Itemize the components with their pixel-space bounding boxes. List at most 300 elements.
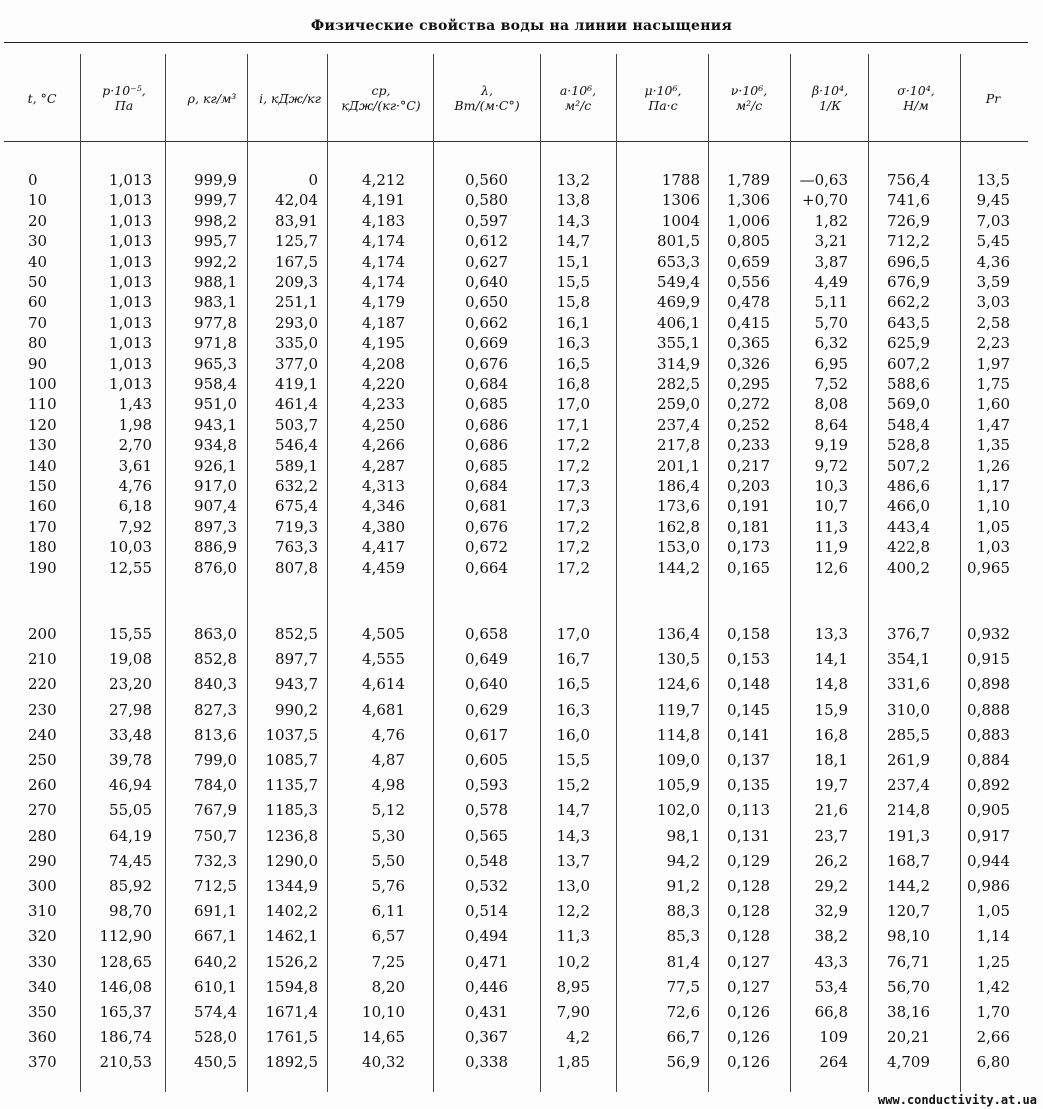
cell-t: 160 [28,497,57,516]
column-header-cp [342,62,420,134]
cell-a: 17,0 [556,395,590,414]
cell-t: 260 [28,776,57,795]
cell-mu: 549,4 [657,273,700,291]
cell-cp: 4,505 [362,625,405,643]
cell-sigma: 726,9 [887,211,930,230]
cell-i: 1594,8 [265,977,318,996]
cell-rho: 934,8 [194,436,237,455]
cell-p: 165,37 [99,1003,152,1021]
cell-i: 42,04 [275,191,318,210]
cell-a: 16,3 [556,334,590,353]
cell-t: 60 [28,293,48,312]
cell-a: 11,3 [556,927,590,946]
cell-lambda: 0,617 [465,725,508,744]
column-header-p [85,62,163,134]
cell-p: 39,78 [109,751,152,769]
cell-lambda: 0,580 [465,191,508,210]
cell-cp: 4,380 [362,517,405,536]
cell-nu: 0,127 [727,977,770,996]
cell-rho: 983,1 [194,293,237,312]
cell-a: 15,8 [556,293,590,312]
cell-sigma: 20,21 [887,1028,930,1047]
cell-rho: 917,0 [194,477,237,495]
cell-lambda: 0,684 [465,375,508,393]
cell-nu: 0,128 [727,902,770,921]
cell-cp: 5,50 [371,851,405,870]
cell-pr: 0,898 [967,675,1010,694]
column-header-unit: 1/К [819,98,841,113]
cell-mu: 217,8 [657,436,700,455]
column-header-unit: Вт/(м·С°) [454,98,520,113]
cell-pr: 1,26 [976,456,1010,475]
cell-beta: 11,9 [814,538,848,557]
cell-mu: 81,4 [666,952,700,971]
cell-mu: 72,6 [666,1003,700,1021]
cell-sigma: 548,4 [887,415,930,434]
cell-t: 210 [28,650,57,669]
cell-sigma: 120,7 [887,902,930,921]
cell-nu: 0,217 [727,456,770,475]
cell-beta: 9,72 [814,456,848,475]
cell-pr: 1,47 [976,415,1010,434]
cell-nu: 0,127 [727,952,770,971]
cell-rho: 988,1 [194,273,237,291]
cell-cp: 4,174 [362,273,405,291]
column-header-unit: Па [114,98,134,113]
cell-pr: 0,917 [967,826,1010,845]
cell-cp: 40,32 [362,1053,405,1072]
cell-nu: 0,415 [727,313,770,332]
cell-pr: 1,60 [976,395,1010,414]
cell-cp: 6,57 [371,927,405,946]
cell-cp: 6,11 [371,902,405,921]
cell-p: 1,013 [109,191,152,210]
cell-a: 14,3 [556,211,590,230]
cell-t: 230 [28,700,57,719]
cell-t: 300 [28,877,57,895]
column-header-nu [710,62,788,134]
cell-sigma: 376,7 [887,625,930,643]
column-header-unit: м²/с [735,98,763,113]
cell-lambda: 0,612 [465,232,508,251]
cell-lambda: 0,514 [465,902,508,921]
cell-lambda: 0,658 [465,625,508,643]
cell-i: 852,5 [275,625,318,643]
column-divider [327,54,328,1092]
cell-nu: 0,365 [727,334,770,353]
cell-sigma: 261,9 [887,751,930,769]
column-divider [80,54,81,1092]
cell-nu: 0,113 [727,801,770,820]
cell-p: 112,90 [99,927,152,946]
cell-nu: 0,233 [727,436,770,455]
cell-nu: 0,191 [727,497,770,516]
cell-nu: 0,141 [727,725,770,744]
cell-cp: 5,76 [371,877,405,895]
cell-t: 150 [28,477,57,495]
cell-a: 16,8 [556,375,590,393]
cell-nu: 0,153 [727,650,770,669]
cell-sigma: 191,3 [887,826,930,845]
cell-i: 897,7 [275,650,318,669]
cell-lambda: 0,431 [465,1003,508,1021]
cell-nu: 0,326 [727,354,770,373]
cell-pr: 5,45 [976,232,1010,251]
cell-pr: 1,14 [976,927,1010,946]
column-header-mu [624,62,702,134]
cell-nu: 0,181 [727,517,770,536]
cell-t: 180 [28,538,57,557]
column-header-unit: Па·с [648,98,678,113]
cell-beta: 26,2 [814,851,848,870]
cell-pr: 0,888 [967,700,1010,719]
cell-a: 17,2 [556,558,590,577]
cell-rho: 574,4 [194,1003,237,1021]
cell-rho: 958,4 [194,375,237,393]
cell-lambda: 0,686 [465,436,508,455]
cell-p: 3,61 [118,456,152,475]
column-header-pr [954,62,1032,134]
header-rule [4,141,1028,142]
cell-nu: 1,306 [727,191,770,210]
cell-sigma: 4,709 [887,1053,930,1072]
cell-lambda: 0,627 [465,252,508,271]
cell-i: 1037,5 [265,725,318,744]
cell-p: 33,48 [109,725,152,744]
cell-beta: 8,08 [814,395,848,414]
cell-mu: 186,4 [657,477,700,495]
cell-lambda: 0,338 [465,1053,508,1072]
cell-sigma: 331,6 [887,675,930,694]
cell-rho: 732,3 [194,851,237,870]
cell-lambda: 0,672 [465,538,508,557]
cell-cp: 4,208 [362,354,405,373]
cell-t: 40 [28,252,48,271]
cell-i: 675,4 [275,497,318,516]
cell-sigma: 643,5 [887,313,930,332]
cell-i: 632,2 [275,477,318,495]
cell-mu: 56,9 [666,1053,700,1072]
cell-beta: 66,8 [814,1003,848,1021]
top-rule [4,42,1028,43]
cell-nu: 0,165 [727,558,770,577]
cell-nu: 1,006 [727,211,770,230]
column-header-unit: кДж/(кг·°С) [341,98,421,113]
cell-pr: 9,45 [976,191,1010,210]
cell-t: 360 [28,1028,57,1047]
cell-a: 15,5 [556,751,590,769]
cell-cp: 10,10 [362,1003,405,1021]
cell-rho: 965,3 [194,354,237,373]
cell-rho: 784,0 [194,776,237,795]
cell-t: 250 [28,751,57,769]
cell-t: 240 [28,725,57,744]
cell-mu: 130,5 [657,650,700,669]
cell-sigma: 237,4 [887,776,930,795]
cell-pr: 2,58 [976,313,1010,332]
cell-mu: 173,6 [657,497,700,516]
column-header-label: μ·10⁶, [644,83,682,98]
cell-mu: 136,4 [657,625,700,643]
cell-p: 146,08 [99,977,152,996]
cell-cp: 4,183 [362,211,405,230]
cell-p: 19,08 [109,650,152,669]
cell-a: 17,2 [556,456,590,475]
cell-beta: 32,9 [814,902,848,921]
cell-i: 1892,5 [265,1053,318,1072]
cell-p: 210,53 [99,1053,152,1072]
cell-lambda: 0,685 [465,456,508,475]
column-header-label: β·10⁴, [811,83,849,98]
cell-pr: 1,05 [976,517,1010,536]
cell-rho: 840,3 [194,675,237,694]
cell-cp: 7,25 [371,952,405,971]
cell-beta: 12,6 [814,558,848,577]
cell-rho: 886,9 [194,538,237,557]
cell-p: 186,74 [99,1028,152,1047]
cell-sigma: 400,2 [887,558,930,577]
cell-lambda: 0,676 [465,354,508,373]
column-header-beta [791,62,869,134]
cell-lambda: 0,605 [465,751,508,769]
cell-mu: 109,0 [657,751,700,769]
cell-p: 1,013 [109,211,152,230]
cell-rho: 799,0 [194,751,237,769]
cell-lambda: 0,597 [465,211,508,230]
cell-nu: 0,478 [727,293,770,312]
cell-cp: 4,313 [362,477,405,495]
cell-lambda: 0,676 [465,517,508,536]
cell-lambda: 0,446 [465,977,508,996]
cell-p: 10,03 [109,538,152,557]
cell-sigma: 443,4 [887,517,930,536]
cell-a: 1,85 [556,1053,590,1072]
cell-lambda: 0,664 [465,558,508,577]
cell-a: 4,2 [566,1028,590,1047]
cell-t: 120 [28,415,57,434]
cell-p: 55,05 [109,801,152,820]
cell-lambda: 0,565 [465,826,508,845]
cell-beta: 19,7 [814,776,848,795]
cell-sigma: 354,1 [887,650,930,669]
cell-a: 17,1 [556,415,590,434]
cell-mu: 153,0 [657,538,700,557]
cell-lambda: 0,367 [465,1028,508,1047]
cell-sigma: 214,8 [887,801,930,820]
cell-sigma: 466,0 [887,497,930,516]
cell-nu: 0,126 [727,1003,770,1021]
cell-mu: 119,7 [657,700,700,719]
cell-rho: 852,8 [194,650,237,669]
cell-sigma: 168,7 [887,851,930,870]
cell-nu: 0,173 [727,538,770,557]
cell-beta: 10,7 [814,497,848,516]
column-header-t [3,62,81,134]
cell-p: 1,43 [118,395,152,414]
cell-rho: 992,2 [194,252,237,271]
cell-nu: 0,158 [727,625,770,643]
cell-nu: 0,659 [727,252,770,271]
cell-p: 1,013 [109,252,152,271]
cell-beta: 8,64 [814,415,848,434]
cell-cp: 4,266 [362,436,405,455]
cell-beta: 6,32 [814,334,848,353]
cell-i: 990,2 [275,700,318,719]
cell-t: 0 [28,171,38,189]
cell-a: 16,7 [556,650,590,669]
cell-mu: 98,1 [666,826,700,845]
cell-rho: 667,1 [194,927,237,946]
cell-i: 1462,1 [265,927,318,946]
cell-cp: 4,195 [362,334,405,353]
cell-a: 14,3 [556,826,590,845]
cell-t: 110 [28,395,57,414]
cell-sigma: 676,9 [887,273,930,291]
cell-mu: 88,3 [666,902,700,921]
cell-rho: 951,0 [194,395,237,414]
cell-mu: 105,9 [657,776,700,795]
cell-pr: 1,03 [976,538,1010,557]
cell-beta: 21,6 [814,801,848,820]
cell-mu: 91,2 [666,877,700,895]
cell-mu: 355,1 [657,334,700,353]
column-divider [247,54,248,1092]
cell-nu: 0,203 [727,477,770,495]
cell-i: 1290,0 [265,851,318,870]
cell-p: 2,70 [118,436,152,455]
column-header-rho [173,62,251,134]
cell-beta: 14,1 [814,650,848,669]
cell-sigma: 741,6 [887,191,930,210]
cell-sigma: 144,2 [887,877,930,895]
cell-beta: 43,3 [814,952,848,971]
cell-p: 1,98 [118,415,152,434]
cell-sigma: 569,0 [887,395,930,414]
cell-a: 16,0 [556,725,590,744]
cell-a: 10,2 [556,952,590,971]
cell-nu: 1,789 [727,171,770,189]
cell-t: 320 [28,927,57,946]
cell-nu: 0,128 [727,927,770,946]
cell-sigma: 285,5 [887,725,930,744]
cell-lambda: 0,578 [465,801,508,820]
cell-a: 17,2 [556,517,590,536]
cell-t: 270 [28,801,57,820]
cell-mu: 259,0 [657,395,700,414]
cell-mu: 801,5 [657,232,700,251]
cell-cp: 4,459 [362,558,405,577]
cell-cp: 4,555 [362,650,405,669]
cell-lambda: 0,548 [465,851,508,870]
cell-sigma: 76,71 [887,952,930,971]
cell-sigma: 712,2 [887,232,930,251]
cell-a: 8,95 [556,977,590,996]
column-header-label: Pr [985,90,1001,106]
column-header-sigma [877,62,955,134]
cell-rho: 971,8 [194,334,237,353]
cell-a: 15,2 [556,776,590,795]
cell-sigma: 56,70 [887,977,930,996]
cell-beta: 109 [819,1028,848,1047]
cell-mu: 314,9 [657,354,700,373]
cell-t: 350 [28,1003,57,1021]
cell-pr: 6,80 [976,1053,1010,1072]
cell-lambda: 0,650 [465,293,508,312]
cell-mu: 102,0 [657,801,700,820]
column-header-label: ν·10⁶, [730,83,768,98]
cell-sigma: 98,10 [887,927,930,946]
cell-cp: 4,98 [371,776,405,795]
cell-t: 70 [28,313,48,332]
cell-i: 461,4 [275,395,318,414]
cell-sigma: 588,6 [887,375,930,393]
column-header-label: λ, [481,83,493,98]
cell-nu: 0,556 [727,273,770,291]
cell-rho: 691,1 [194,902,237,921]
cell-cp: 5,12 [371,801,405,820]
column-header-label: p·10⁻⁵, [102,83,146,98]
cell-rho: 995,7 [194,232,237,251]
cell-a: 13,0 [556,877,590,895]
cell-i: 1526,2 [265,952,318,971]
cell-nu: 0,272 [727,395,770,414]
cell-beta: 10,3 [814,477,848,495]
cell-mu: 124,6 [657,675,700,694]
cell-nu: 0,148 [727,675,770,694]
cell-a: 12,2 [556,902,590,921]
cell-mu: 1004 [661,211,700,230]
cell-i: 943,7 [275,675,318,694]
cell-cp: 5,30 [371,826,405,845]
table-title: Физические свойства воды на линии насыщения [310,18,733,34]
cell-p: 128,65 [99,952,152,971]
cell-a: 13,8 [556,191,590,210]
cell-rho: 528,0 [194,1028,237,1047]
cell-pr: 0,932 [967,625,1010,643]
cell-mu: 406,1 [657,313,700,332]
cell-t: 20 [28,211,48,230]
cell-pr: 1,70 [976,1003,1010,1021]
cell-lambda: 0,669 [465,334,508,353]
cell-lambda: 0,649 [465,650,508,669]
cell-t: 340 [28,977,57,996]
cell-t: 90 [28,354,48,373]
cell-i: 1671,4 [265,1003,318,1021]
cell-i: 1344,9 [265,877,318,895]
cell-nu: 0,129 [727,851,770,870]
cell-sigma: 310,0 [887,700,930,719]
cell-pr: 1,35 [976,436,1010,455]
cell-p: 98,70 [109,902,152,921]
cell-i: 209,3 [275,273,318,291]
cell-beta: 7,52 [814,375,848,393]
cell-pr: 7,03 [976,211,1010,230]
cell-mu: 94,2 [666,851,700,870]
cell-t: 130 [28,436,57,455]
cell-a: 16,3 [556,700,590,719]
cell-lambda: 0,593 [465,776,508,795]
cell-i: 377,0 [275,354,318,373]
cell-rho: 863,0 [194,625,237,643]
cell-p: 15,55 [109,625,152,643]
cell-p: 7,92 [118,517,152,536]
cell-beta: 53,4 [814,977,848,996]
cell-pr: 3,03 [976,293,1010,312]
cell-cp: 4,174 [362,232,405,251]
cell-lambda: 0,662 [465,313,508,332]
cell-a: 16,5 [556,354,590,373]
cell-p: 1,013 [109,375,152,393]
